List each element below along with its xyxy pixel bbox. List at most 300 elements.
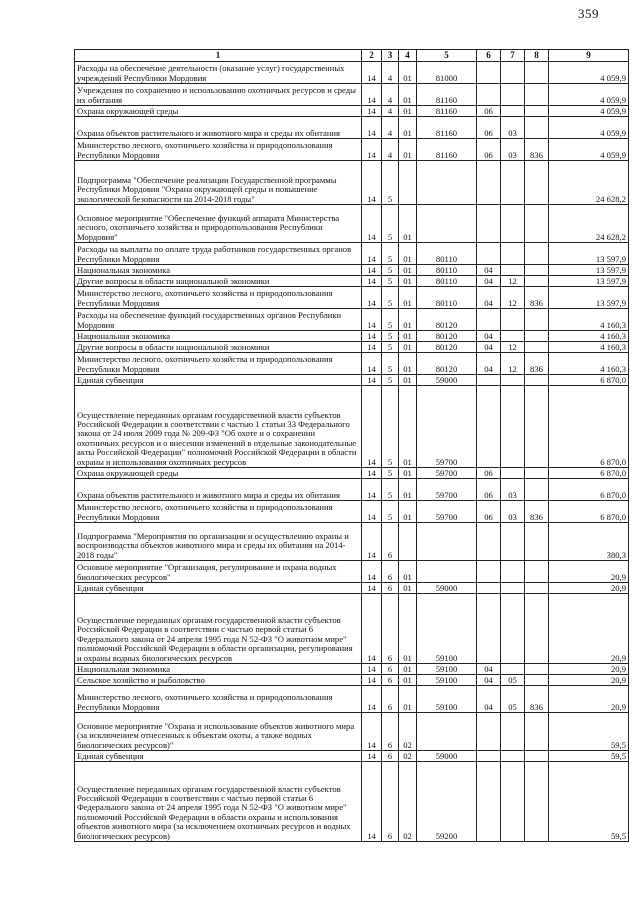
row-name: Охрана объектов растительного и животного мира и среды их обитания [75,117,362,139]
code-cell: 80120 [417,342,477,353]
code-cell: 80120 [417,353,477,375]
code-cell [501,331,525,342]
code-cell: 04 [477,353,501,375]
column-header: 5 [417,50,477,62]
page-number: 359 [578,6,599,21]
code-cell: 59100 [417,675,477,686]
row-name: Охрана окружающей среды [75,106,362,117]
table-row [75,353,629,375]
table-row [75,342,629,353]
code-cell [501,309,525,331]
code-cell [399,523,417,561]
code-cell: 03 [501,117,525,139]
code-cell: 14 [362,501,382,523]
code-cell [501,84,525,106]
code-cell: 59700 [417,501,477,523]
table-row [75,751,629,762]
code-cell: 5 [382,276,399,287]
row-name: Министерство лесного, охотничьего хозяйства и природопользования Республики Мордовия [75,287,362,309]
code-cell [501,106,525,117]
row-name: Основное мероприятие "Организация, регулирование и охрана водных биологических ресурсов" [75,561,362,583]
column-header: 1 [75,50,362,62]
code-cell: 14 [362,139,382,161]
row-name: Подпрограмма "Обеспечение реализации Государственной программы Республики Мордовия "Охрана окружающей среды и повышение экологической безопасности на 2014-2018 годы" [75,161,362,205]
code-cell: 59700 [417,386,477,468]
code-cell [501,375,525,386]
code-cell: 80120 [417,309,477,331]
code-cell: 81160 [417,117,477,139]
amount-cell: 4 059,9 [549,139,629,161]
code-cell: 01 [399,287,417,309]
code-cell: 01 [399,265,417,276]
code-cell: 59100 [417,664,477,675]
row-name: Министерство лесного, охотничьего хозяйства и природопользования Республики Мордовия [75,686,362,713]
code-cell [525,84,549,106]
code-cell [525,117,549,139]
row-name: Другие вопросы в области национальной экономики [75,276,362,287]
code-cell: 01 [399,205,417,243]
code-cell [525,331,549,342]
code-cell: 06 [477,106,501,117]
amount-cell: 4 059,9 [549,106,629,117]
code-cell: 14 [362,243,382,265]
code-cell: 14 [362,523,382,561]
code-cell: 6 [382,686,399,713]
table-row [75,287,629,309]
amount-cell: 20,9 [549,675,629,686]
amount-cell: 59,5 [549,762,629,842]
amount-cell: 4 160,3 [549,342,629,353]
code-cell: 01 [399,375,417,386]
amount-cell: 59,5 [549,713,629,751]
code-cell [525,62,549,84]
code-cell: 02 [399,713,417,751]
table-row [75,205,629,243]
row-name: Подпрограмма "Мероприятия по организации и осуществлению охраны и воспроизводства объектов животного мира и среды их обитания на 2014-2018 годы" [75,523,362,561]
budget-table [74,49,629,842]
code-cell [477,523,501,561]
code-cell: 12 [501,342,525,353]
code-cell [477,161,501,205]
code-cell [525,243,549,265]
code-cell: 14 [362,375,382,386]
code-cell: 81160 [417,106,477,117]
code-cell [417,561,477,583]
row-name: Основное мероприятие "Охрана и использование объектов животного мира (за исключением отнесенных к объектам охоты, а также водных биологических ресурсов)" [75,713,362,751]
code-cell: 14 [362,664,382,675]
code-cell: 80110 [417,287,477,309]
table-row [75,583,629,594]
code-cell [477,62,501,84]
code-cell: 02 [399,762,417,842]
code-cell: 01 [399,243,417,265]
code-cell: 14 [362,62,382,84]
code-cell: 5 [382,265,399,276]
code-cell: 5 [382,386,399,468]
code-cell: 01 [399,309,417,331]
amount-cell: 4 059,9 [549,84,629,106]
code-cell: 6 [382,751,399,762]
table-row [75,243,629,265]
code-cell: 04 [477,331,501,342]
row-name: Сельское хозяйство и рыболовство [75,675,362,686]
code-cell: 14 [362,276,382,287]
code-cell: 5 [382,161,399,205]
code-cell: 01 [399,479,417,501]
code-cell [501,561,525,583]
code-cell: 01 [399,664,417,675]
code-cell [525,276,549,287]
code-cell: 14 [362,751,382,762]
code-cell: 04 [477,664,501,675]
code-cell [501,751,525,762]
code-cell: 6 [382,675,399,686]
amount-cell: 4 059,9 [549,117,629,139]
code-cell [525,762,549,842]
code-cell: 5 [382,468,399,479]
row-name: Осуществление переданных органам государственной власти субъектов Российской Федерации в соответствии с частью 1 статьи 33 Федерального закона от 24 июля 2009 года № 209-ФЗ "Об охоте и о сохранении охотничьих ресурсов и о внесении изменений в отдельные законодательные акты Российской Федерации" полномочий Российской Федерации в области охраны и использования охотничьих ресурсов [75,386,362,468]
amount-cell: 4 160,3 [549,353,629,375]
code-cell: 14 [362,583,382,594]
code-cell: 05 [501,675,525,686]
amount-cell: 13 597,9 [549,265,629,276]
code-cell [477,751,501,762]
code-cell: 59700 [417,479,477,501]
code-cell [477,762,501,842]
code-cell: 5 [382,287,399,309]
code-cell: 836 [525,353,549,375]
amount-cell: 20,9 [549,561,629,583]
code-cell: 06 [477,479,501,501]
code-cell [525,751,549,762]
code-cell: 4 [382,117,399,139]
code-cell [417,161,477,205]
code-cell [501,713,525,751]
code-cell: 81160 [417,84,477,106]
code-cell [525,479,549,501]
code-cell [477,583,501,594]
table-row [75,106,629,117]
code-cell: 01 [399,353,417,375]
code-cell: 01 [399,386,417,468]
amount-cell: 6 870,0 [549,479,629,501]
code-cell: 14 [362,117,382,139]
code-cell [477,84,501,106]
code-cell [501,265,525,276]
table-row [75,501,629,523]
code-cell: 6 [382,713,399,751]
row-name: Национальная экономика [75,664,362,675]
column-header: 8 [525,50,549,62]
table-row [75,139,629,161]
code-cell [501,205,525,243]
code-cell [501,664,525,675]
code-cell: 4 [382,139,399,161]
amount-cell: 20,9 [549,664,629,675]
header-row [75,50,629,62]
code-cell: 01 [399,501,417,523]
code-cell [525,468,549,479]
code-cell: 14 [362,479,382,501]
code-cell: 03 [501,139,525,161]
code-cell: 80120 [417,331,477,342]
code-cell: 12 [501,353,525,375]
amount-cell: 24 628,2 [549,161,629,205]
amount-cell: 4 160,3 [549,309,629,331]
row-name: Министерство лесного, охотничьего хозяйства и природопользования Республики Мордовия [75,139,362,161]
code-cell [417,713,477,751]
code-cell: 03 [501,479,525,501]
table-body [75,62,629,842]
code-cell [525,106,549,117]
table-row [75,664,629,675]
code-cell: 5 [382,342,399,353]
code-cell: 6 [382,594,399,664]
table-row [75,594,629,664]
code-cell: 14 [362,353,382,375]
code-cell [525,386,549,468]
column-header: 6 [477,50,501,62]
code-cell: 5 [382,479,399,501]
row-name: Расходы на выплаты по оплате труда работников государственных органов Республики Мордовия [75,243,362,265]
table-row [75,762,629,842]
code-cell: 12 [501,287,525,309]
table-row [75,265,629,276]
code-cell: 06 [477,468,501,479]
table-row [75,561,629,583]
amount-cell: 4 160,3 [549,331,629,342]
code-cell [417,205,477,243]
code-cell: 836 [525,287,549,309]
code-cell: 59700 [417,468,477,479]
table-row [75,468,629,479]
code-cell [501,762,525,842]
code-cell: 14 [362,331,382,342]
code-cell: 81000 [417,62,477,84]
column-header: 4 [399,50,417,62]
code-cell: 01 [399,331,417,342]
code-cell: 80110 [417,265,477,276]
amount-cell: 20,9 [549,594,629,664]
code-cell: 01 [399,106,417,117]
row-name: Единая субвенция [75,751,362,762]
code-cell [525,523,549,561]
row-name: Охрана окружающей среды [75,468,362,479]
row-name: Единая субвенция [75,375,362,386]
column-header: 9 [549,50,629,62]
table-row [75,276,629,287]
code-cell: 4 [382,62,399,84]
code-cell: 01 [399,468,417,479]
code-cell [525,713,549,751]
code-cell: 14 [362,561,382,583]
code-cell: 14 [362,686,382,713]
amount-cell: 6 870,0 [549,468,629,479]
code-cell: 01 [399,686,417,713]
table-row [75,331,629,342]
row-name: Учреждения по сохранению и использованию охотничьих ресурсов и среды их обитания [75,84,362,106]
column-header: 2 [362,50,382,62]
code-cell [399,161,417,205]
table-row [75,161,629,205]
code-cell: 14 [362,468,382,479]
code-cell: 59000 [417,751,477,762]
code-cell: 5 [382,331,399,342]
code-cell: 14 [362,106,382,117]
code-cell: 01 [399,583,417,594]
code-cell [477,375,501,386]
table-row [75,375,629,386]
code-cell [525,561,549,583]
row-name: Осуществление переданных органам государственной власти субъектов Российской Федерации в соответствии с частью первой статьи 6 Федерального закона от 24 апреля 1995 года N 52-ФЗ "О животном мире" полномочий Российской Федерации в области организации, регулирования и охраны водных биологических ресурсов [75,594,362,664]
amount-cell: 59,5 [549,751,629,762]
code-cell: 14 [362,287,382,309]
amount-cell: 6 870,0 [549,501,629,523]
code-cell [501,386,525,468]
row-name: Осуществление переданных органам государственной власти субъектов Российской Федерации в соответствии с частью первой статьи 6 Федерального закона от 24 апреля 1995 года N 52-ФЗ "О животном мире" полномочий Российской Федерации в области охраны и использования объектов животного мира (за исключением охотничьих ресурсов и водных биологических ресурсов) [75,762,362,842]
row-name: Министерство лесного, охотничьего хозяйства и природопользования Республики Мордовия [75,501,362,523]
amount-cell: 13 597,9 [549,276,629,287]
code-cell: 04 [477,686,501,713]
code-cell: 59000 [417,583,477,594]
code-cell: 5 [382,205,399,243]
code-cell: 14 [362,713,382,751]
code-cell: 14 [362,342,382,353]
code-cell: 14 [362,265,382,276]
code-cell: 14 [362,205,382,243]
code-cell: 01 [399,139,417,161]
code-cell: 06 [477,139,501,161]
code-cell: 5 [382,353,399,375]
code-cell: 14 [362,594,382,664]
code-cell [525,375,549,386]
code-cell [477,386,501,468]
code-cell: 04 [477,276,501,287]
code-cell [501,243,525,265]
code-cell: 03 [501,501,525,523]
amount-cell: 13 597,9 [549,287,629,309]
code-cell: 14 [362,309,382,331]
code-cell: 59100 [417,594,477,664]
code-cell [477,594,501,664]
table-row [75,713,629,751]
row-name: Единая субвенция [75,583,362,594]
table-row [75,686,629,713]
code-cell: 04 [477,287,501,309]
code-cell [501,62,525,84]
amount-cell: 6 870,0 [549,375,629,386]
row-name: Охрана объектов растительного и животного мира и среды их обитания [75,479,362,501]
code-cell [501,523,525,561]
table-row [75,523,629,561]
row-name: Другие вопросы в области национальной экономики [75,342,362,353]
table-row [75,84,629,106]
table-row [75,62,629,84]
code-cell [501,468,525,479]
column-header: 7 [501,50,525,62]
code-cell [525,583,549,594]
code-cell: 836 [525,139,549,161]
code-cell: 04 [477,342,501,353]
code-cell: 01 [399,276,417,287]
code-cell: 836 [525,686,549,713]
code-cell: 06 [477,501,501,523]
code-cell: 12 [501,276,525,287]
code-cell: 04 [477,675,501,686]
code-cell: 02 [399,751,417,762]
code-cell: 80110 [417,276,477,287]
amount-cell: 20,9 [549,583,629,594]
code-cell: 01 [399,561,417,583]
code-cell [525,161,549,205]
row-name: Национальная экономика [75,265,362,276]
code-cell [525,205,549,243]
code-cell: 14 [362,762,382,842]
code-cell [501,583,525,594]
code-cell: 4 [382,84,399,106]
code-cell: 01 [399,342,417,353]
code-cell [477,561,501,583]
row-name: Основное мероприятие "Обеспечение функций аппарата Министерства лесного, охотничьего хозяйства и природопользования Республики Мордовия" [75,205,362,243]
code-cell: 59000 [417,375,477,386]
table-row [75,117,629,139]
column-header: 3 [382,50,399,62]
code-cell: 59100 [417,686,477,713]
code-cell: 01 [399,84,417,106]
code-cell: 01 [399,62,417,84]
code-cell: 14 [362,386,382,468]
code-cell: 5 [382,501,399,523]
row-name: Министерство лесного, охотничьего хозяйства и природопользования Республики Мордовия [75,353,362,375]
code-cell [525,309,549,331]
code-cell [417,523,477,561]
code-cell: 4 [382,106,399,117]
code-cell: 05 [501,686,525,713]
amount-cell: 380,3 [549,523,629,561]
code-cell [525,265,549,276]
amount-cell: 13 597,9 [549,243,629,265]
amount-cell: 6 870,0 [549,386,629,468]
code-cell: 6 [382,664,399,675]
code-cell [477,309,501,331]
amount-cell: 4 059,9 [549,62,629,84]
code-cell: 04 [477,265,501,276]
code-cell: 5 [382,309,399,331]
code-cell: 59200 [417,762,477,842]
code-cell: 06 [477,117,501,139]
code-cell [525,664,549,675]
table-row [75,309,629,331]
code-cell: 80110 [417,243,477,265]
code-cell: 01 [399,675,417,686]
code-cell: 01 [399,594,417,664]
code-cell [477,713,501,751]
table-row [75,479,629,501]
code-cell: 14 [362,161,382,205]
code-cell: 836 [525,501,549,523]
row-name: Национальная экономика [75,331,362,342]
code-cell: 14 [362,84,382,106]
row-name: Расходы на обеспечение функций государственных органов Республики Мордовия [75,309,362,331]
code-cell: 5 [382,375,399,386]
code-cell [525,675,549,686]
table-row [75,386,629,468]
code-cell [525,594,549,664]
code-cell: 6 [382,523,399,561]
amount-cell: 20,9 [549,686,629,713]
code-cell: 6 [382,762,399,842]
code-cell: 01 [399,117,417,139]
